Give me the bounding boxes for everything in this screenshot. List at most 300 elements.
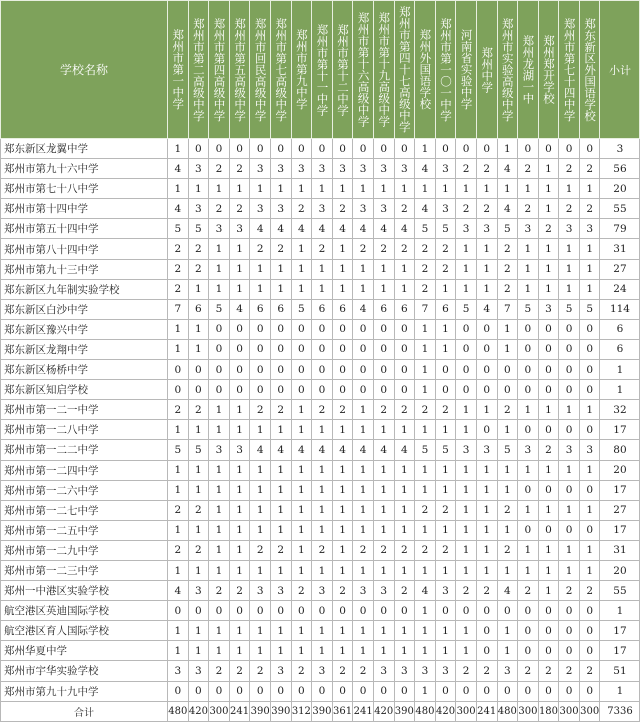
quota-cell: 4 <box>373 219 394 239</box>
quota-cell: 1 <box>270 460 291 480</box>
quota-cell: 2 <box>168 259 189 279</box>
quota-cell: 1 <box>312 500 333 520</box>
column-header-18 <box>518 1 539 139</box>
quota-cell: 2 <box>270 540 291 560</box>
quota-cell: 2 <box>435 540 456 560</box>
quota-cell: 1 <box>209 621 230 641</box>
quota-cell: 0 <box>188 139 209 159</box>
quota-cell: 4 <box>291 219 312 239</box>
column-header-5 <box>250 1 271 139</box>
quota-cell: 1 <box>373 259 394 279</box>
quota-cell: 1 <box>518 179 539 199</box>
quota-cell: 2 <box>559 199 580 219</box>
quota-cell: 0 <box>270 319 291 339</box>
quota-cell: 0 <box>456 339 477 359</box>
quota-cell: 3 <box>497 661 518 681</box>
quota-cell: 1 <box>332 480 353 500</box>
quota-cell: 6 <box>332 299 353 319</box>
quota-cell: 0 <box>559 681 580 701</box>
quota-cell: 300 <box>518 701 539 721</box>
quota-cell: 0 <box>476 380 497 400</box>
column-header-17 <box>497 1 518 139</box>
quota-cell: 1 <box>229 540 250 560</box>
quota-cell: 1 <box>538 400 559 420</box>
quota-cell: 0 <box>476 601 497 621</box>
quota-cell: 2 <box>209 199 230 219</box>
subtotal-cell: 17 <box>600 480 640 500</box>
quota-cell: 1 <box>353 621 374 641</box>
quota-cell: 0 <box>250 681 271 701</box>
quota-cell: 1 <box>394 480 415 500</box>
quota-cell: 1 <box>209 400 230 420</box>
quota-cell: 2 <box>415 500 436 520</box>
quota-cell: 1 <box>209 641 230 661</box>
quota-cell: 0 <box>559 360 580 380</box>
quota-cell: 1 <box>168 460 189 480</box>
quota-cell: 0 <box>312 601 333 621</box>
quota-cell: 1 <box>270 179 291 199</box>
table-row <box>1 581 640 601</box>
quota-cell: 2 <box>394 540 415 560</box>
quota-cell: 1 <box>476 540 497 560</box>
quota-cell: 0 <box>579 601 600 621</box>
quota-cell: 0 <box>188 380 209 400</box>
column-header-12 <box>394 1 415 139</box>
quota-cell: 1 <box>394 259 415 279</box>
quota-cell: 1 <box>229 500 250 520</box>
quota-cell: 4 <box>373 440 394 460</box>
quota-cell: 2 <box>497 500 518 520</box>
quota-cell: 0 <box>373 360 394 380</box>
quota-cell: 1 <box>415 179 436 199</box>
quota-cell: 5 <box>456 299 477 319</box>
quota-cell: 1 <box>435 641 456 661</box>
quota-cell: 0 <box>476 319 497 339</box>
quota-cell: 5 <box>188 219 209 239</box>
subtotal-cell: 79 <box>600 219 640 239</box>
quota-cell: 1 <box>456 179 477 199</box>
quota-cell: 0 <box>291 601 312 621</box>
quota-cell: 1 <box>456 420 477 440</box>
quota-cell: 0 <box>518 420 539 440</box>
quota-cell: 1 <box>353 400 374 420</box>
subtotal-cell: 1 <box>600 681 640 701</box>
quota-cell: 1 <box>456 540 477 560</box>
quota-cell: 2 <box>538 219 559 239</box>
quota-cell: 1 <box>353 279 374 299</box>
school-name-cell: 郑东新区豫兴中学 <box>1 319 168 339</box>
quota-cell: 1 <box>291 621 312 641</box>
table-row <box>1 440 640 460</box>
quota-cell: 1 <box>209 560 230 580</box>
quota-cell: 1 <box>538 179 559 199</box>
table-row <box>1 601 640 621</box>
subtotal-cell: 51 <box>600 661 640 681</box>
column-header-label: 郑州市第十二中学 <box>336 23 351 116</box>
quota-cell: 4 <box>168 159 189 179</box>
quota-cell: 2 <box>291 199 312 219</box>
quota-cell: 0 <box>291 319 312 339</box>
quota-cell: 1 <box>332 239 353 259</box>
school-name-cell: 郑东新区龙翔中学 <box>1 339 168 359</box>
quota-cell: 1 <box>373 560 394 580</box>
quota-cell: 2 <box>250 400 271 420</box>
column-header-label: 郑州市第一〇一中学 <box>439 17 454 122</box>
quota-cell: 390 <box>270 701 291 721</box>
quota-cell: 0 <box>312 139 333 159</box>
quota-cell: 0 <box>518 641 539 661</box>
table-row <box>1 139 640 159</box>
quota-cell: 1 <box>229 520 250 540</box>
school-name-cell: 郑州市第七十八中学 <box>1 179 168 199</box>
quota-cell: 1 <box>394 279 415 299</box>
quota-cell: 1 <box>373 641 394 661</box>
quota-cell: 0 <box>476 621 497 641</box>
quota-cell: 1 <box>229 641 250 661</box>
quota-cell: 1 <box>229 179 250 199</box>
quota-cell: 420 <box>188 701 209 721</box>
quota-cell: 1 <box>518 500 539 520</box>
quota-cell: 1 <box>291 420 312 440</box>
quota-cell: 480 <box>415 701 436 721</box>
subtotal-cell: 1 <box>600 360 640 380</box>
quota-cell: 1 <box>456 560 477 580</box>
quota-cell: 2 <box>476 661 497 681</box>
quota-cell: 0 <box>579 480 600 500</box>
quota-cell: 2 <box>188 540 209 560</box>
quota-cell: 5 <box>579 299 600 319</box>
column-header-6 <box>270 1 291 139</box>
subtotal-cell: 80 <box>600 440 640 460</box>
quota-cell: 1 <box>353 560 374 580</box>
quota-cell: 0 <box>518 339 539 359</box>
quota-cell: 1 <box>332 621 353 641</box>
quota-cell: 2 <box>209 159 230 179</box>
quota-cell: 1 <box>538 581 559 601</box>
quota-cell: 1 <box>209 239 230 259</box>
quota-cell: 1 <box>312 641 333 661</box>
quota-cell: 6 <box>270 299 291 319</box>
quota-cell: 1 <box>559 279 580 299</box>
school-name-cell: 郑州市第一二八中学 <box>1 420 168 440</box>
column-header-label: 郑州市第十九高级中学 <box>377 12 392 127</box>
quota-cell: 1 <box>579 239 600 259</box>
quota-cell: 0 <box>559 139 580 159</box>
quota-cell: 3 <box>394 661 415 681</box>
column-header-label: 郑州外国语学校 <box>418 29 433 110</box>
quota-cell: 1 <box>229 259 250 279</box>
quota-cell: 4 <box>394 219 415 239</box>
quota-cell: 1 <box>538 560 559 580</box>
quota-cell: 2 <box>497 239 518 259</box>
quota-cell: 1 <box>456 400 477 420</box>
quota-cell: 3 <box>188 661 209 681</box>
quota-cell: 0 <box>168 360 189 380</box>
quota-cell: 1 <box>229 480 250 500</box>
quota-cell: 2 <box>373 400 394 420</box>
quota-cell: 0 <box>373 319 394 339</box>
quota-cell: 3 <box>394 159 415 179</box>
quota-cell: 1 <box>250 460 271 480</box>
quota-cell: 0 <box>332 139 353 159</box>
table-row <box>1 500 640 520</box>
subtotal-cell: 27 <box>600 259 640 279</box>
column-header-label: 郑州市第一中学 <box>171 29 186 110</box>
quota-cell: 0 <box>559 601 580 621</box>
quota-cell: 1 <box>373 500 394 520</box>
quota-cell: 3 <box>188 199 209 219</box>
subtotal-cell: 55 <box>600 581 640 601</box>
quota-cell: 0 <box>332 601 353 621</box>
quota-cell: 0 <box>518 139 539 159</box>
quota-cell: 6 <box>188 299 209 319</box>
subtotal-header: 小计 <box>600 1 640 139</box>
quota-cell: 1 <box>476 239 497 259</box>
column-header-label: 郑州市第五高级中学 <box>233 17 248 122</box>
quota-cell: 1 <box>270 641 291 661</box>
quota-cell: 7 <box>497 299 518 319</box>
quota-cell: 1 <box>270 420 291 440</box>
subtotal-cell: 6 <box>600 339 640 359</box>
quota-cell: 2 <box>497 279 518 299</box>
quota-cell: 4 <box>332 440 353 460</box>
quota-cell: 3 <box>250 581 271 601</box>
quota-cell: 0 <box>518 360 539 380</box>
quota-cell: 4 <box>229 299 250 319</box>
quota-cell: 1 <box>559 540 580 560</box>
quota-cell: 0 <box>270 601 291 621</box>
quota-cell: 1 <box>312 259 333 279</box>
quota-cell: 2 <box>415 400 436 420</box>
quota-cell: 4 <box>476 299 497 319</box>
quota-cell: 1 <box>476 460 497 480</box>
quota-cell: 0 <box>373 681 394 701</box>
quota-cell: 1 <box>209 460 230 480</box>
quota-cell: 1 <box>415 681 436 701</box>
quota-cell: 1 <box>312 560 333 580</box>
quota-cell: 2 <box>456 199 477 219</box>
quota-cell: 2 <box>415 259 436 279</box>
quota-cell: 1 <box>168 319 189 339</box>
quota-cell: 3 <box>435 581 456 601</box>
column-header-10 <box>353 1 374 139</box>
quota-cell: 3 <box>435 199 456 219</box>
quota-cell: 0 <box>332 380 353 400</box>
quota-cell: 1 <box>435 319 456 339</box>
quota-cell: 1 <box>291 540 312 560</box>
quota-cell: 3 <box>312 661 333 681</box>
school-name-cell: 郑州市第一二五中学 <box>1 520 168 540</box>
quota-cell: 480 <box>497 701 518 721</box>
quota-cell: 6 <box>373 299 394 319</box>
quota-cell: 2 <box>456 661 477 681</box>
quota-cell: 3 <box>168 661 189 681</box>
quota-cell: 1 <box>209 420 230 440</box>
quota-cell: 1 <box>394 420 415 440</box>
quota-cell: 0 <box>579 380 600 400</box>
quota-cell: 2 <box>209 581 230 601</box>
quota-cell: 4 <box>353 219 374 239</box>
quota-cell: 2 <box>250 239 271 259</box>
table-row <box>1 279 640 299</box>
quota-cell: 0 <box>579 339 600 359</box>
quota-cell: 2 <box>579 661 600 681</box>
table-row <box>1 299 640 319</box>
quota-cell: 1 <box>415 560 436 580</box>
quota-cell: 1 <box>518 560 539 580</box>
quota-cell: 1 <box>394 560 415 580</box>
quota-cell: 3 <box>312 199 333 219</box>
quota-cell: 0 <box>538 360 559 380</box>
quota-cell: 0 <box>332 339 353 359</box>
quota-cell: 0 <box>456 360 477 380</box>
quota-cell: 0 <box>538 641 559 661</box>
quota-cell: 4 <box>270 440 291 460</box>
quota-cell: 2 <box>435 400 456 420</box>
quota-cell: 0 <box>538 681 559 701</box>
quota-cell: 420 <box>435 701 456 721</box>
quota-cell: 1 <box>291 641 312 661</box>
quota-cell: 5 <box>188 440 209 460</box>
quota-cell: 6 <box>394 299 415 319</box>
quota-cell: 0 <box>476 641 497 661</box>
quota-cell: 2 <box>579 159 600 179</box>
quota-cell: 0 <box>579 520 600 540</box>
quota-cell: 3 <box>250 159 271 179</box>
school-name-cell: 郑东新区白沙中学 <box>1 299 168 319</box>
quota-cell: 1 <box>435 279 456 299</box>
quota-cell: 3 <box>188 581 209 601</box>
quota-cell: 3 <box>229 440 250 460</box>
quota-cell: 1 <box>188 621 209 641</box>
school-name-cell: 郑州市第一二三中学 <box>1 560 168 580</box>
quota-cell: 2 <box>518 199 539 219</box>
quota-cell: 1 <box>415 520 436 540</box>
quota-cell: 0 <box>538 139 559 159</box>
quota-cell: 0 <box>250 360 271 380</box>
quota-cell: 3 <box>456 440 477 460</box>
quota-cell: 1 <box>476 179 497 199</box>
subtotal-cell: 20 <box>600 560 640 580</box>
quota-cell: 1 <box>353 500 374 520</box>
quota-cell: 1 <box>579 400 600 420</box>
quota-cell: 4 <box>332 219 353 239</box>
quota-cell: 0 <box>188 601 209 621</box>
quota-cell: 1 <box>168 339 189 359</box>
quota-cell: 0 <box>229 319 250 339</box>
quota-cell: 3 <box>435 661 456 681</box>
quota-cell: 0 <box>559 380 580 400</box>
column-header-label: 河南省实验中学 <box>459 29 474 110</box>
quota-cell: 0 <box>518 319 539 339</box>
quota-cell: 2 <box>332 581 353 601</box>
quota-cell: 0 <box>518 520 539 540</box>
quota-cell: 1 <box>312 460 333 480</box>
quota-cell: 1 <box>312 279 333 299</box>
quota-cell: 1 <box>435 621 456 641</box>
school-name-cell: 航空港区育人国际学校 <box>1 621 168 641</box>
subtotal-cell: 17 <box>600 420 640 440</box>
quota-cell: 2 <box>168 400 189 420</box>
quota-cell: 180 <box>538 701 559 721</box>
quota-cell: 1 <box>435 460 456 480</box>
quota-cell: 1 <box>229 460 250 480</box>
table-row <box>1 219 640 239</box>
quota-cell: 2 <box>476 581 497 601</box>
quota-cell: 1 <box>415 601 436 621</box>
school-name-cell: 郑州市第九十九中学 <box>1 681 168 701</box>
column-header-9 <box>332 1 353 139</box>
quota-cell: 2 <box>188 239 209 259</box>
quota-cell: 1 <box>209 520 230 540</box>
quota-cell: 3 <box>518 440 539 460</box>
column-header-label: 郑州郑开学校 <box>541 35 556 104</box>
quota-cell: 0 <box>435 601 456 621</box>
quota-cell: 3 <box>270 159 291 179</box>
quota-cell: 1 <box>188 560 209 580</box>
quota-cell: 1 <box>456 239 477 259</box>
quota-cell: 1 <box>435 179 456 199</box>
quota-cell: 0 <box>559 480 580 500</box>
quota-cell: 241 <box>353 701 374 721</box>
quota-cell: 5 <box>497 440 518 460</box>
table-row <box>1 560 640 580</box>
quota-cell: 3 <box>476 440 497 460</box>
quota-cell: 2 <box>538 440 559 460</box>
quota-cell: 3 <box>270 661 291 681</box>
quota-cell: 1 <box>291 560 312 580</box>
school-name-cell: 郑州市第一二九中学 <box>1 540 168 560</box>
quota-cell: 1 <box>538 279 559 299</box>
quota-cell: 1 <box>538 239 559 259</box>
quota-cell: 0 <box>312 681 333 701</box>
column-header-label: 郑州中学 <box>480 46 495 93</box>
quota-cell: 2 <box>559 581 580 601</box>
column-header-label: 郑州市第二高级中学 <box>191 17 206 122</box>
quota-cell: 1 <box>415 460 436 480</box>
quota-cell: 1 <box>209 259 230 279</box>
quota-cell: 1 <box>435 520 456 540</box>
quota-cell: 0 <box>456 139 477 159</box>
quota-cell: 1 <box>229 560 250 580</box>
table-row <box>1 641 640 661</box>
column-header-13 <box>415 1 436 139</box>
quota-cell: 2 <box>168 239 189 259</box>
school-name-cell: 郑州市第一二六中学 <box>1 480 168 500</box>
quota-cell: 5 <box>291 299 312 319</box>
quota-cell: 1 <box>332 179 353 199</box>
quota-cell: 0 <box>270 380 291 400</box>
quota-cell: 2 <box>518 581 539 601</box>
column-header-label: 郑州市第十六高级中学 <box>356 12 371 127</box>
column-header-2 <box>188 1 209 139</box>
table-row <box>1 199 640 219</box>
table-row <box>1 259 640 279</box>
quota-cell: 0 <box>188 681 209 701</box>
quota-cell: 1 <box>538 199 559 219</box>
quota-cell: 0 <box>209 339 230 359</box>
quota-cell: 1 <box>456 279 477 299</box>
quota-cell: 1 <box>456 520 477 540</box>
quota-cell: 1 <box>559 460 580 480</box>
quota-cell: 2 <box>168 540 189 560</box>
quota-cell: 0 <box>353 139 374 159</box>
quota-cell: 1 <box>209 179 230 199</box>
quota-cell: 0 <box>579 681 600 701</box>
column-header-label: 郑州市第十一中学 <box>315 23 330 116</box>
quota-cell: 3 <box>188 159 209 179</box>
quota-cell: 0 <box>250 601 271 621</box>
